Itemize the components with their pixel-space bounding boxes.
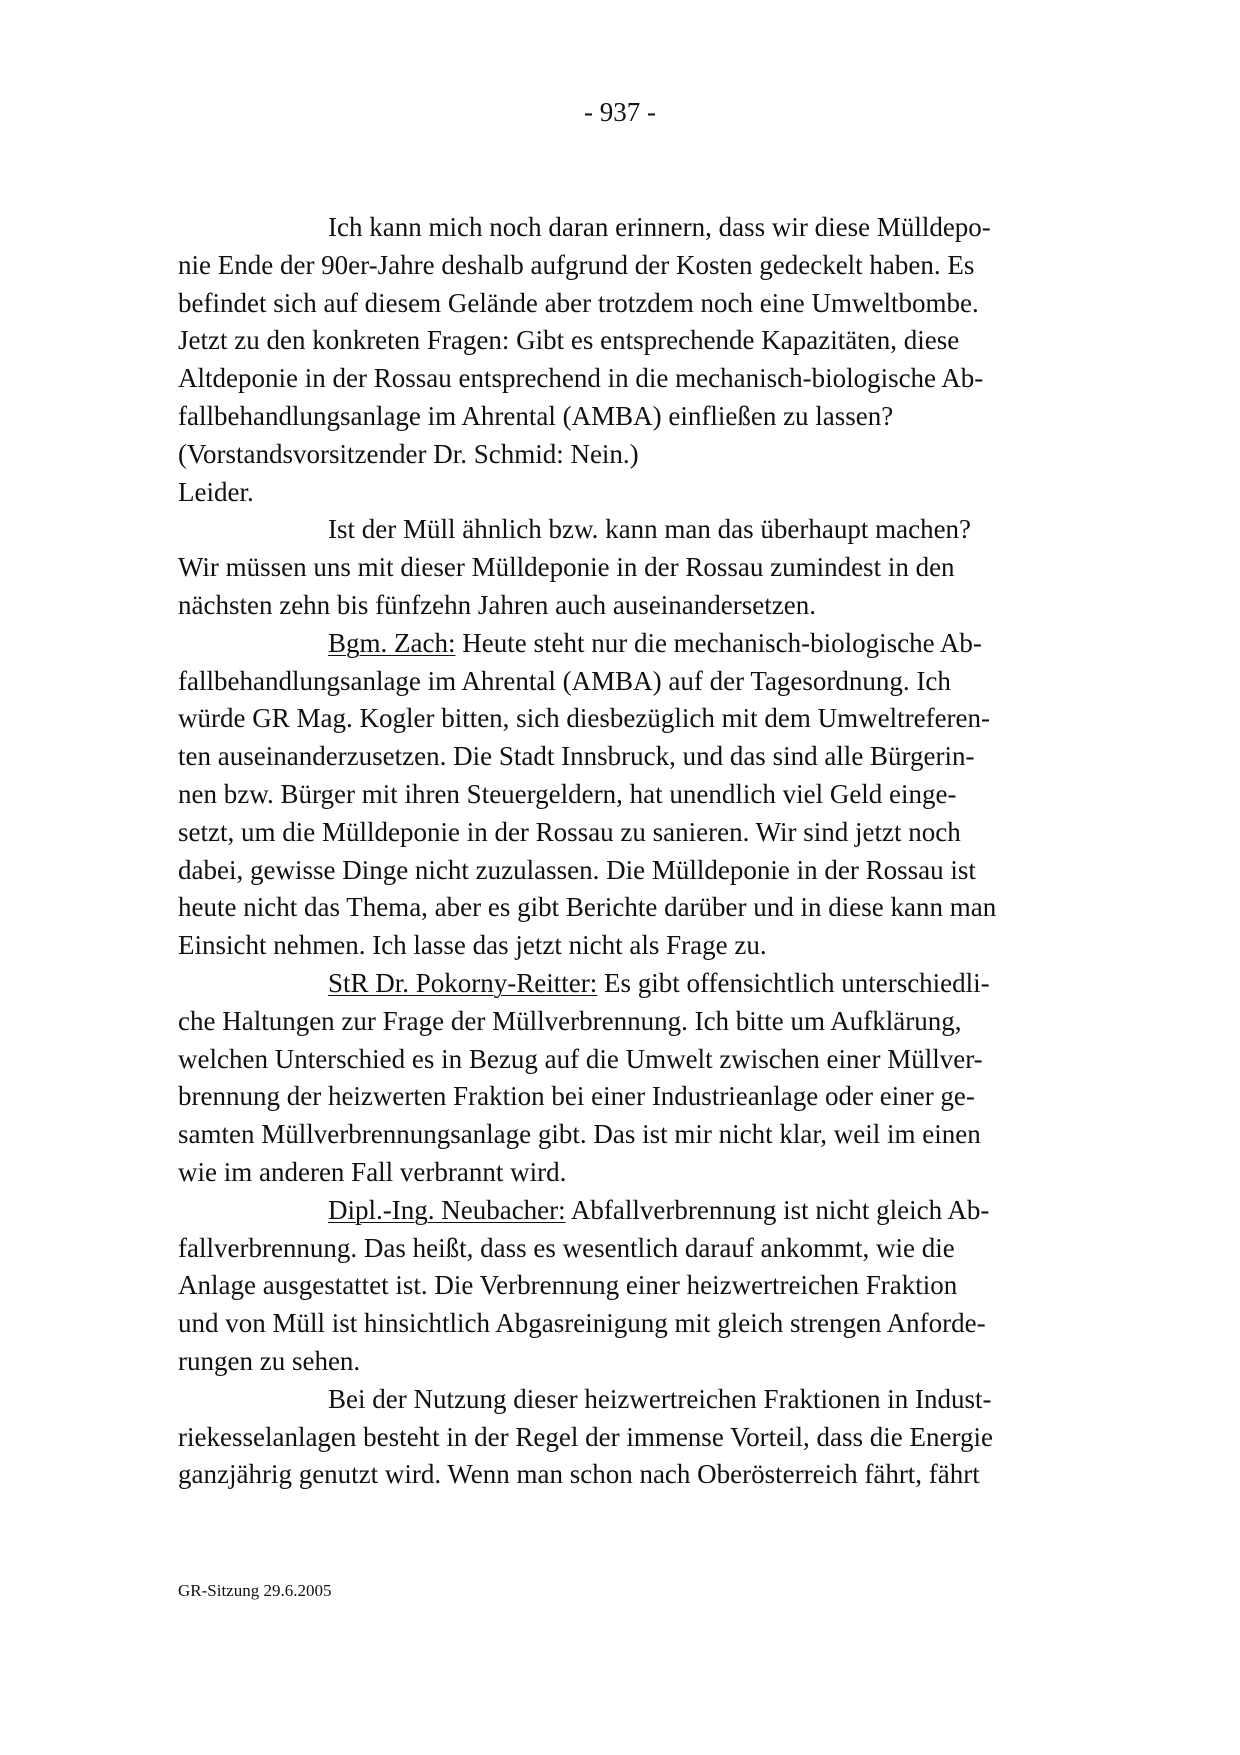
text-segment: Es gibt offensichtlich unterschiedli- [597,967,990,998]
text-line: nächsten zehn bis fünfzehn Jahren auch auseinandersetzen. [178,589,816,620]
text-line: Anlage ausgestattet ist. Die Verbrennung einer heizwertreichen Fraktion [178,1270,958,1301]
text-line: che Haltungen zur Frage der Müllverbrennung. Ich bitte um Aufklärung, [178,1005,962,1036]
paragraph-5 [178,1192,1070,1381]
text-line: Wir müssen uns mit dieser Mülldeponie in der Rossau zumindest in den [178,552,955,583]
text-line: Ich kann mich noch daran erinnern, dass wir diese Mülldepo- [328,212,991,242]
text-line: rungen zu sehen. [178,1345,361,1376]
speaker-name: Bgm. Zach: [328,627,456,658]
paragraph-6 [178,1381,1070,1494]
text-line: nen bzw. Bürger mit ihren Steuergeldern, hat unendlich viel Geld einge- [178,778,957,809]
text-line: brennung der heizwerten Fraktion bei einer Industrieanlage oder einer ge- [178,1081,975,1112]
text-line: nie Ende der 90er-Jahre deshalb aufgrund der Kosten gedeckelt haben. Es [178,249,975,280]
text-line: Bei der Nutzung dieser heizwertreichen Fraktionen in Indust- [328,1383,992,1414]
text-line: wie im anderen Fall verbrannt wird. [178,1156,567,1187]
text-line: befindet sich auf diesem Gelände aber trotzdem noch eine Umweltbombe. [178,287,979,318]
text-line [178,625,1070,663]
text-line: fallbehandlungsanlage im Ahrental (AMBA) auf der Tagesordnung. Ich [178,665,951,696]
text-line [178,965,1070,1003]
speaker-name: StR Dr. Pokorny-Reitter: [328,967,598,998]
text-line: Altdeponie in der Rossau entsprechend in die mechanisch-biologische Ab- [178,363,984,394]
interjection-line: (Vorstandsvorsitzender Dr. Schmid: Nein.) [178,438,639,469]
text-line: würde GR Mag. Kogler bitten, sich diesbezüglich mit dem Umweltreferen- [178,703,991,734]
text-line: Einsicht nehmen. Ich lasse das jetzt nicht als Frage zu. [178,930,767,961]
text-line: ten auseinanderzusetzen. Die Stadt Innsbruck, und das sind alle Bürgerin- [178,741,975,772]
text-line [178,1192,1070,1230]
text-line: dabei, gewisse Dinge nicht zuzulassen. Die Mülldeponie in der Rossau ist [178,854,976,885]
text-segment: Abfallverbrennung ist nicht gleich Ab- [565,1194,990,1225]
document-body [178,209,1070,1494]
text-line: ganzjährig genutzt wird. Wenn man schon nach Oberösterreich fährt, fährt [178,1459,980,1490]
footer-session-date: GR-Sitzung 29.6.2005 [178,1581,332,1600]
paragraph-4 [178,965,1070,1192]
text-line: und von Müll ist hinsichtlich Abgasreinigung mit gleich strengen Anforde- [178,1308,986,1339]
text-line: welchen Unterschied es in Bezug auf die Umwelt zwischen einer Müllver- [178,1043,983,1074]
paragraph-2 [178,511,1070,624]
text-line: Jetzt zu den konkreten Fragen: Gibt es entsprechende Kapazitäten, diese [178,325,960,356]
text-line: riekesselanlagen besteht in der Regel der immense Vorteil, dass die Energie [178,1421,994,1452]
text-line: Ist der Müll ähnlich bzw. kann man das überhaupt machen? [328,514,972,545]
text-segment: Heute steht nur die mechanisch-biologische Ab- [455,627,982,658]
text-line: samten Müllverbrennungsanlage gibt. Das ist mir nicht klar, weil im einen [178,1119,981,1150]
text-line: fallverbrennung. Das heißt, dass es wesentlich darauf ankommt, wie die [178,1232,955,1263]
text-line: Leider. [178,476,254,507]
paragraph-1 [178,209,1070,511]
text-line: setzt, um die Mülldeponie in der Rossau zu sanieren. Wir sind jetzt noch [178,816,961,847]
paragraph-3 [178,625,1070,965]
speaker-name: Dipl.-Ing. Neubacher: [328,1194,566,1225]
page-number: - 937 - [584,97,656,127]
text-line: fallbehandlungsanlage im Ahrental (AMBA) einfließen zu lassen? [178,400,894,431]
text-line: heute nicht das Thema, aber es gibt Berichte darüber und in diese kann man [178,892,997,923]
